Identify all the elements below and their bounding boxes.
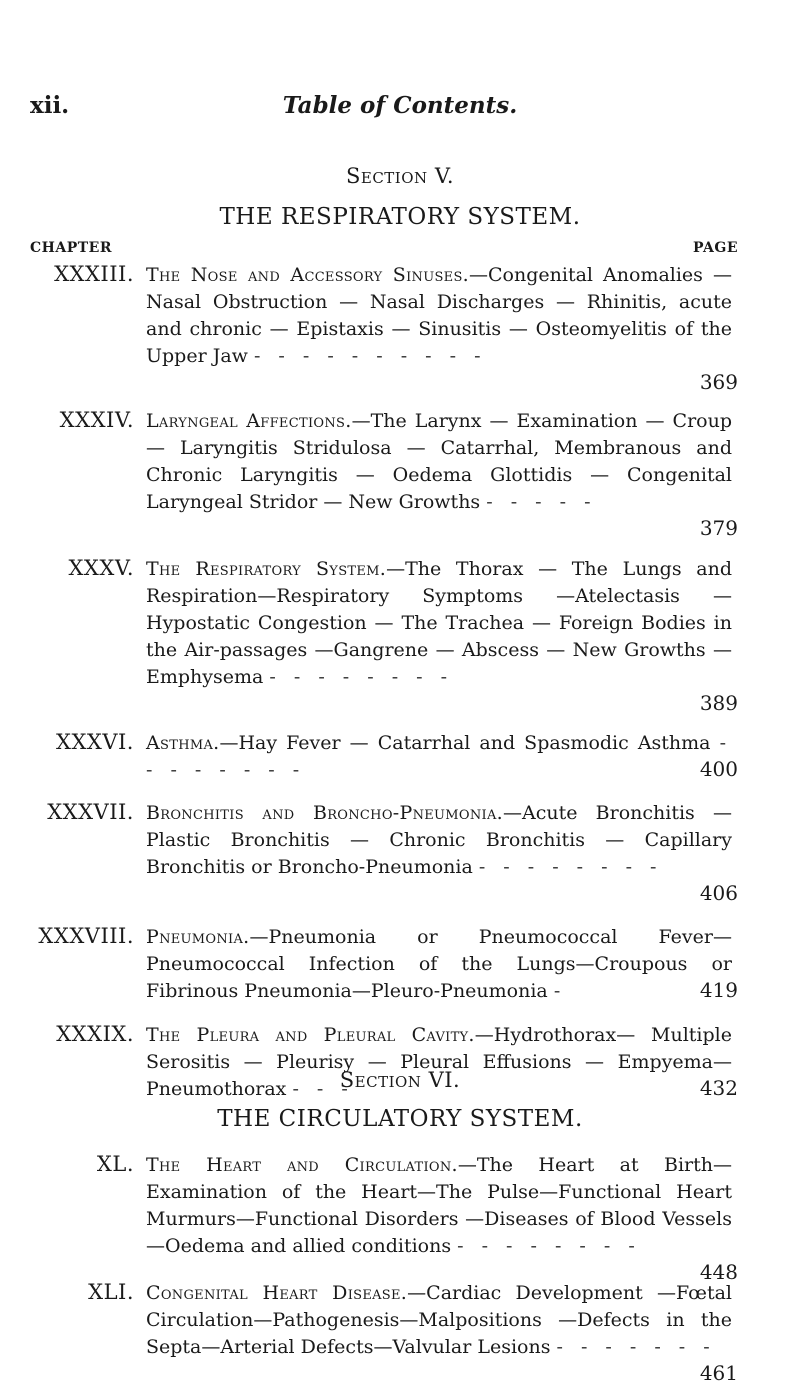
chapter-description (146, 924, 732, 1005)
chapter-number: XXXIII. (54, 262, 134, 286)
chapter-topics: —Hay Fever — Catarrhal and Spasmodic Asthma (219, 732, 711, 754)
chapter-topics: —Hydrothorax— Multiple Serositis — Pleurisy — Pleural Effusions — Empyema—Pneumothorax (146, 1024, 732, 1100)
chapter-description (146, 1280, 732, 1361)
chapter-number: XXXV. (68, 556, 134, 580)
page-number: 406 (699, 881, 738, 905)
dot-leader: - - - - - (486, 491, 597, 513)
chapter-topics: —Congenital Anomalies — Nasal Obstruction — Nasal Discharges — Rhinitis, acute and chronic — Epistaxis — Sinusitis — Osteomyelitis of the Upper Jaw (146, 264, 732, 367)
section-vi-label: Section VI. (339, 1068, 461, 1092)
page-number: 400 (699, 757, 738, 781)
chapter-topics: —Pneumonia or Pneumococcal Fever— Pneumococcal Infection of the Lungs—Croupous or Fibrinous Pneumonia—Pleuro-Pneumonia (146, 926, 732, 1002)
dot-leader: - - - - - - - - - - (253, 345, 487, 367)
chapter-number: XXXVII. (47, 800, 134, 824)
chapter-heading: Asthma. (146, 732, 220, 754)
chapter-heading: Congenital Heart Disease. (146, 1282, 408, 1304)
dot-leader: - - - - - - - - (478, 856, 663, 878)
chapter-description (146, 556, 732, 691)
chapter-topics: —The Larynx — Examination — Croup — Laryngitis Stridulosa — Catarrhal, Membranous and Chronic Laryngitis — Oedema Glottidis — Congenital Laryngeal Stridor — New Growths (146, 410, 732, 513)
chapter-heading: Pneumonia. (146, 926, 250, 948)
chapter-topics: —The Heart at Birth— Examination of the Heart—The Pulse—Functional Heart Murmurs—Functional Disorders —Diseases of Blood Vessels—Oedema and allied conditions (146, 1154, 732, 1257)
chapter-number: XXXVI. (56, 730, 134, 754)
chapter-heading: The Nose and Accessory Sinuses. (146, 264, 470, 286)
dot-leader: - - - - - - - (556, 1336, 716, 1358)
section-vi-title: THE CIRCULATORY SYSTEM. (217, 1106, 583, 1132)
chapter-number: XL. (96, 1152, 134, 1176)
section-v-title: THE RESPIRATORY SYSTEM. (219, 204, 581, 230)
chapter-heading: Bronchitis and Broncho-Pneumonia. (146, 802, 504, 824)
page-column-label: PAGE (693, 240, 738, 256)
dot-leader: - - - - - - - - (269, 666, 454, 688)
chapter-heading: The Pleura and Pleural Cavity. (146, 1024, 475, 1046)
chapter-description (146, 408, 732, 516)
chapter-description (146, 800, 732, 881)
chapter-number: XLI. (88, 1280, 134, 1304)
chapter-number: XXXIV. (59, 408, 134, 432)
chapter-column-label: CHAPTER (30, 240, 112, 256)
page-number: 379 (699, 516, 738, 540)
chapter-topics: —Acute Bronchitis — Plastic Bronchitis — Chronic Bronchitis — Capillary Bronchitis or Broncho-Pneumonia (146, 802, 732, 878)
page-number: 448 (699, 1260, 738, 1284)
page-number: 432 (699, 1076, 738, 1100)
page-folio: xii. (30, 92, 70, 119)
chapter-heading: Laryngeal Affections. (146, 410, 352, 432)
chapter-heading: The Respiratory System. (146, 558, 387, 580)
dot-leader: - - - - - - - - (146, 732, 732, 781)
running-title: Table of Contents. (282, 92, 518, 119)
dot-leader: - - - (292, 1078, 354, 1100)
dot-leader: - (553, 980, 567, 1002)
dot-leader: - - - - - - - - (457, 1235, 641, 1257)
chapter-topics: —Cardiac Development —Fœtal Circulation—Pathogenesis—Malpositions —Defects in the Septa—Arterial Defects—Valvular Lesions (146, 1282, 732, 1358)
chapter-number: XXXVIII. (38, 924, 134, 948)
page-number: 389 (699, 691, 738, 715)
chapter-number: XXXIX. (56, 1022, 134, 1046)
running-head (30, 92, 770, 126)
chapter-topics: —The Thorax — The Lungs and Respiration—Respiratory Symptoms —Atelectasis — Hypostatic Congestion — The Trachea — Foreign Bodies in the Air-passages —Gangrene — Abscess — New Growths — Emphysema (146, 558, 732, 688)
chapter-heading: The Heart and Circulation. (146, 1154, 458, 1176)
page-number: 461 (699, 1361, 738, 1385)
chapter-description (146, 1152, 732, 1260)
chapter-description (146, 730, 732, 784)
page-number: 419 (699, 978, 738, 1002)
page-number: 369 (699, 370, 738, 394)
section-v-label: Section V. (345, 164, 454, 188)
chapter-description (146, 262, 732, 370)
